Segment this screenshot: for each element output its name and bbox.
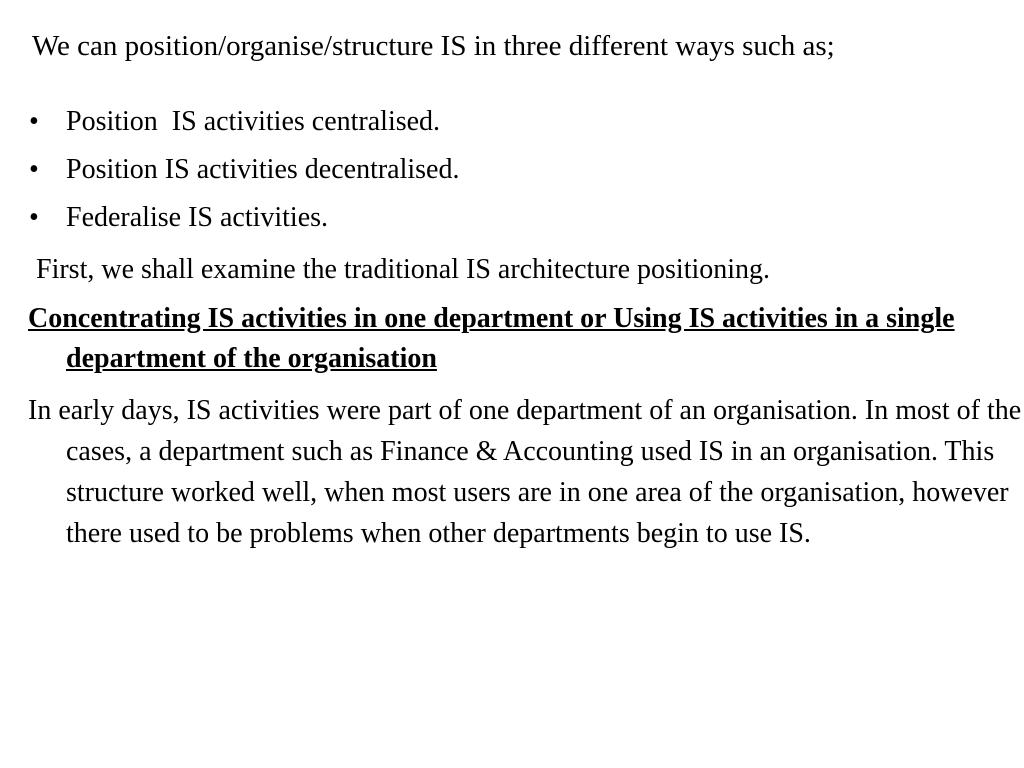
bullet-text: Position IS activities decentralised.	[66, 154, 460, 185]
body-paragraph: In early days, IS activities were part of one department of an organisation. In most of the cases, a department such as Finance & Accounting used IS in an organisation. This structure worked well, when most users are in one area of the organisation, however there used to be problems when other departments begin to use IS.	[28, 395, 1022, 549]
bullet-text: Position IS activities centralised.	[66, 106, 441, 137]
bullet-marker: •	[29, 154, 39, 185]
bullet-marker: •	[29, 106, 39, 137]
bullet-item-decentralised	[0, 152, 1024, 200]
bullet-marker: •	[29, 202, 39, 233]
slide-title: We can position/organise/structure IS in three different ways such as;	[32, 30, 835, 62]
intro-paragraph: First, we shall examine the traditional IS architecture positioning.	[36, 254, 771, 285]
bullet-item-federalise	[0, 200, 1024, 248]
bullet-text: Federalise IS activities.	[66, 202, 329, 233]
bullet-list	[0, 104, 1024, 248]
section-heading: Concentrating IS activities in one department or Using IS activities in a single department of the organisation	[28, 303, 955, 374]
bullet-item-centralised	[0, 104, 1024, 152]
